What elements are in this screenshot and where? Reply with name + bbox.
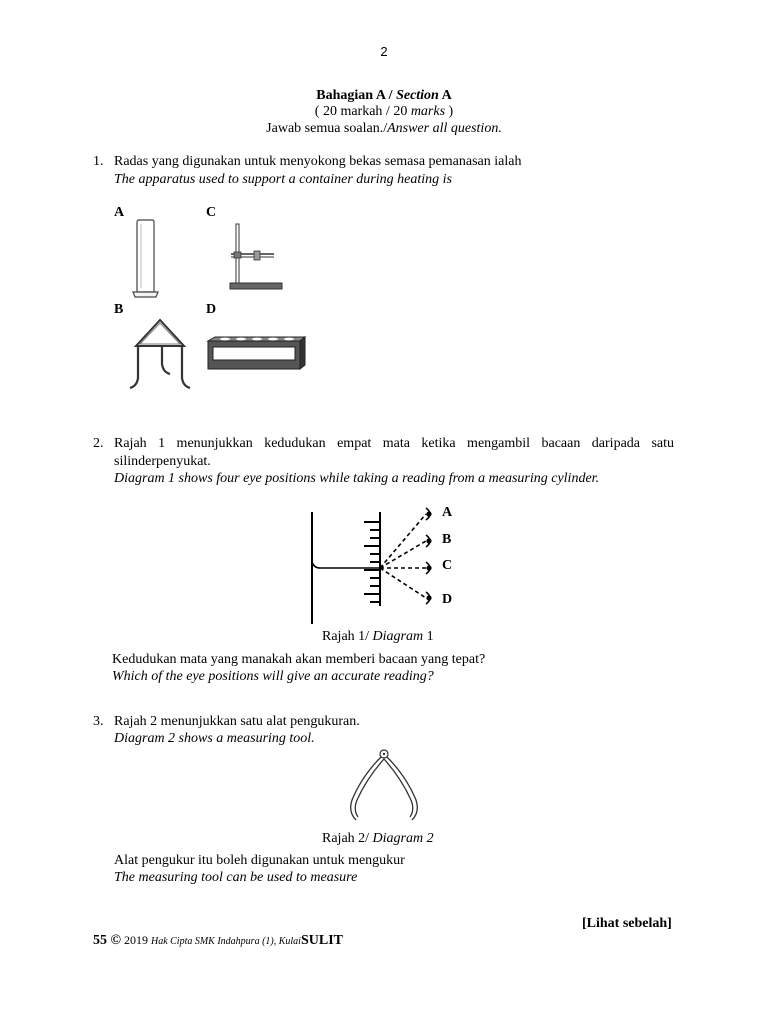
page-number: 2 [380, 44, 388, 59]
diagram1-caption-num: 1 [423, 629, 434, 644]
section-title-suffix: A [438, 88, 452, 103]
tripod-stand-image [124, 316, 199, 394]
q3-text-ms: Rajah 2 menunjukkan satu alat pengukuran. [114, 714, 360, 729]
diagram2-caption [322, 831, 434, 847]
diagram1-caption [322, 629, 434, 645]
q2-question-ms: Kedudukan mata yang manakah akan memberi bacaan yang tepat? [112, 652, 486, 667]
section-title-en: Section [396, 88, 439, 103]
q1-text-ms: Radas yang digunakan untuk menyokong bekas semasa pemanasan ialah [114, 154, 522, 169]
footer-line [93, 933, 343, 949]
diagram1-caption-ms: Rajah 1/ [322, 629, 373, 644]
q2-text-en: Diagram 1 shows four eye positions while taking a reading from a measuring cylinder. [114, 471, 600, 486]
eye-label-d: D [442, 592, 453, 607]
section-title [0, 88, 768, 104]
q2-text-ms-line1: Rajah 1 menunjukkan kedudukan empat mata ketika mengambil bacaan daripada satu [114, 436, 674, 451]
marks-en: marks [410, 104, 446, 119]
section-marks [0, 104, 768, 120]
q2-text-ms-line2: silinderpenyukat. [114, 454, 211, 469]
diagram2-caption-en: Diagram 2 [372, 831, 434, 846]
test-tube-rack-image [205, 335, 305, 375]
q3-text-en: Diagram 2 shows a measuring tool. [114, 731, 315, 746]
q3-number: 3. [93, 714, 104, 729]
section-instruction [0, 121, 768, 137]
eye-icon [426, 508, 431, 604]
q1-option-c-label: C [206, 205, 217, 220]
diagram2-caption-ms: Rajah 2/ [322, 831, 373, 846]
eye-label-c: C [442, 558, 453, 573]
measuring-cylinder-image [128, 218, 168, 300]
q1-number: 1. [93, 154, 104, 169]
footer-code: 55 [93, 933, 107, 948]
q2-question-en: Which of the eye positions will give an accurate reading? [112, 669, 434, 684]
footer-copyright-text: Hak Cipta SMK Indahpura (1), Kulai [150, 936, 301, 947]
instruction-en: Answer all question. [387, 121, 502, 136]
marks-close: ) [445, 104, 454, 119]
footer-year: 2019 [120, 933, 151, 947]
eye-label-a: A [442, 505, 453, 520]
copyright-icon: © [110, 933, 121, 948]
q3-question-en: The measuring tool can be used to measure [114, 870, 358, 885]
eye-label-b: B [442, 532, 452, 547]
footer-sulit: SULIT [300, 933, 343, 948]
q2-number: 2. [93, 436, 104, 451]
q1-option-d-label: D [206, 302, 217, 317]
instruction-ms: Jawab semua soalan./ [266, 121, 388, 136]
diagram1-caption-en: Diagram [372, 629, 424, 644]
q3-question-ms: Alat pengukur itu boleh digunakan untuk mengukur [114, 853, 405, 868]
calipers-image [340, 748, 430, 826]
next-page-note: [Lihat sebelah] [582, 916, 672, 931]
q1-option-b-label: B [114, 302, 124, 317]
q1-text-en: The apparatus used to support a container during heating is [114, 172, 452, 187]
q1-option-a-label: A [114, 205, 125, 220]
marks-open: ( 20 markah / 20 [314, 104, 411, 119]
section-title-ms: Bahagian A / [316, 88, 397, 103]
retort-stand-image [226, 220, 286, 292]
